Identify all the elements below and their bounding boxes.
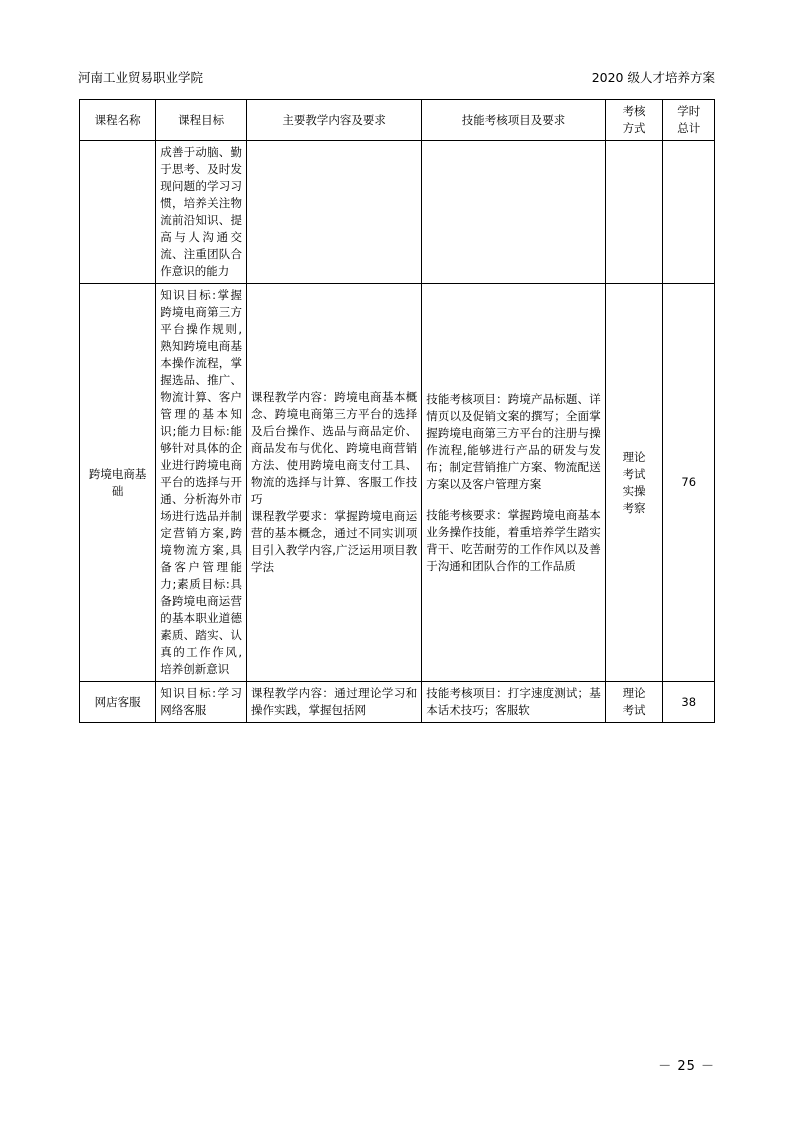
assessment-method-line4: 考察 [622, 500, 646, 515]
cell-assessment-method [605, 141, 663, 284]
column-header-skill-assessment: 技能考核项目及要求 [422, 100, 605, 141]
teaching-content-paragraph-2: 课程教学要求：掌握跨境电商运营的基本概念，通过不同实训项目引入教学内容,广泛运用项目教学法 [250, 509, 418, 574]
assessment-method-line2: 考试 [622, 466, 646, 481]
cell-total-hours: 38 [663, 682, 715, 723]
assessment-method-line2: 考试 [622, 703, 646, 717]
cell-skill-assessment: 技能考核项目：打字速度测试；基本话术技巧；客服软 [422, 682, 605, 723]
page-footer: － 25 － [658, 1059, 715, 1074]
column-header-teaching-content: 主要教学内容及要求 [246, 100, 421, 141]
curriculum-table [79, 99, 715, 723]
page-header [78, 70, 715, 86]
header-document-title: 2020 级人才培养方案 [591, 70, 715, 85]
column-header-total-hours [663, 100, 715, 141]
skill-assessment-paragraph-2: 技能考核要求：掌握跨境电商基本业务操作技能，着重培养学生踏实背干、吃苦耐劳的工作作风以及善于沟通和团队合作的工作品质 [426, 507, 601, 573]
table-row [80, 682, 715, 723]
assessment-method-line3: 实操 [622, 483, 646, 498]
cell-skill-assessment [422, 284, 605, 682]
table-header-row [80, 100, 715, 141]
cell-teaching-content [246, 284, 421, 682]
header-institution: 河南工业贸易职业学院 [78, 70, 204, 85]
column-header-assessment-method-line2: 方式 [622, 121, 646, 135]
cell-teaching-content: 课程教学内容：通过理论学习和操作实践，掌握包括网 [246, 682, 421, 723]
assessment-method-line1: 理论 [622, 686, 646, 700]
cell-course-name: 跨境电商基础 [80, 284, 156, 682]
cell-total-hours: 76 [663, 284, 715, 682]
teaching-content-paragraph-1: 课程教学内容：跨境电商基本概念、跨境电商第三方平台的选择及后台操作、选品与商品定价、商品发布与优化、跨境电商营销方法、使用跨境电商支付工具、物流的选择与计算、客服工作技巧 [250, 390, 418, 506]
cell-course-name [80, 141, 156, 284]
column-header-total-hours-line1: 学时 [677, 104, 701, 118]
table-row [80, 284, 715, 682]
cell-skill-assessment [422, 141, 605, 284]
cell-teaching-content [246, 141, 421, 284]
paragraph-spacer [426, 493, 600, 507]
skill-assessment-paragraph-1: 技能考核项目：跨境产品标题、详情页以及促销文案的撰写；全面掌握跨境电商第三方平台的注册与操作流程,能够进行产品的研发与发布；制定营销推广方案、物流配送方案以及客户管理方案 [426, 391, 601, 491]
column-header-course-name: 课程名称 [80, 100, 156, 141]
cell-assessment-method [605, 682, 663, 723]
assessment-method-line1: 理论 [622, 449, 646, 464]
column-header-assessment-method-line1: 考核 [622, 104, 646, 118]
cell-course-goal: 知识目标:掌握跨境电商第三方平台操作规则,熟知跨境电商基本操作流程，掌握选品、推广、物流计算、客户管理的基本知识;能力目标:能够针对具体的企业进行跨境电商平台的选择与开通、分析海外市场进行选品并制定营销方案,跨境物流方案,具备客户管理能力;素质目标:具备跨境电商运营的基本职业道德素质、踏实、认真的工作作风,培养创新意识 [156, 284, 247, 682]
cell-assessment-method [605, 284, 663, 682]
column-header-course-goal: 课程目标 [156, 100, 247, 141]
cell-course-goal: 成善于动脑、勤于思考、及时发现问题的学习习惯，培养关注物流前沿知识、提高与人沟通交流、注重团队合作意识的能力 [156, 141, 247, 284]
cell-course-name: 网店客服 [80, 682, 156, 723]
column-header-total-hours-line2: 总计 [677, 121, 701, 135]
table-row [80, 141, 715, 284]
cell-course-goal: 知识目标:学习网络客服 [156, 682, 247, 723]
cell-total-hours [663, 141, 715, 284]
column-header-assessment-method [605, 100, 663, 141]
